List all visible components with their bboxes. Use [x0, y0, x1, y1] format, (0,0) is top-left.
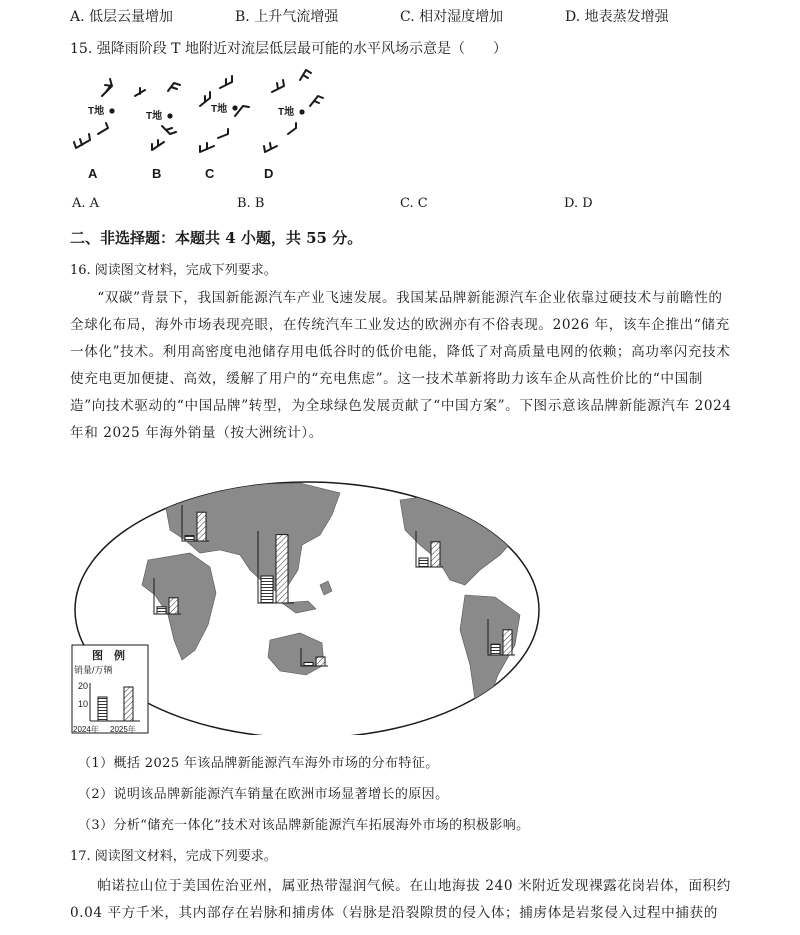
legend-unit: 销量/万辆	[74, 665, 113, 675]
q17-intro: 17. 阅读图文材料，完成下列要求。	[70, 849, 277, 864]
legend-bar-2024	[98, 697, 107, 721]
europe-bar-2024	[185, 536, 194, 541]
t-station-label-d: T地	[278, 107, 295, 118]
q15-option-c: C. C	[400, 196, 428, 211]
legend-label-2025: 2025年	[110, 725, 136, 734]
oceania-bar-2024	[304, 662, 313, 666]
legend-title: 图 例	[92, 650, 125, 662]
world-map-sales-chart	[70, 475, 545, 735]
q15-option-a: A. A	[72, 196, 100, 211]
q14-option-a: A. 低层云量增加	[70, 9, 174, 25]
africa-bar-2024	[157, 607, 166, 614]
q16-question-1: （1）概括 2025 年该品牌新能源汽车海外市场的分布特征。	[78, 756, 439, 771]
legend-bar-2025	[124, 687, 133, 721]
diagram-label-a: A	[88, 166, 98, 181]
q16-question-3: （3）分析“储充一体化”技术对该品牌新能源汽车拓展海外市场的积极影响。	[78, 818, 530, 833]
q14-option-b: B. 上升气流增强	[235, 9, 339, 25]
t-station-label-a: T地	[88, 106, 105, 117]
t-station-label-b: T地	[146, 111, 163, 122]
q14-option-c: C. 相对湿度增加	[400, 9, 504, 25]
wind-field-diagrams	[60, 66, 350, 191]
diagram-label-b: B	[152, 166, 162, 181]
europe-bar-2025	[197, 512, 206, 541]
south-america-bar-2025	[503, 630, 512, 655]
q16-material: “双碳”背景下，我国新能源汽车产业飞速发展。我国某品牌新能源汽车企业依靠过硬技术与前瞻性的全球化布局，海外市场表现亮眼，在传统汽车工业发达的欧洲亦有不俗表现。2026 年，该车企推出“储充一体化”技术。利用高密度电池储存用电低谷时的低价电能，降低了对高质量电网的依赖；高功率闪充技术使充电更加便捷、高效，缓解了用户的“充电焦虑”。这一技术革新将助力该车企从高性价比的“中国制造”向技术驱动的“中国品牌”转型，为全球绿色发展贡献了“中国方案”。下图示意该品牌新能源汽车 2024 年和 2025 年海外销量（按大洲统计）。	[70, 290, 732, 441]
q16-question-2: （2）说明该品牌新能源汽车销量在欧洲市场显著增长的原因。	[78, 787, 449, 802]
q14-option-d: D. 地表蒸发增强	[565, 9, 669, 25]
asia-bar-2024	[261, 576, 273, 603]
q15-stem: 15. 强降雨阶段 T 地附近对流层低层最可能的水平风场示意是（ ）	[70, 41, 507, 57]
q15-option-d: D. D	[564, 196, 593, 211]
section-title: 二、非选择题：本题共 4 小题，共 55 分。	[70, 229, 363, 247]
legend-tick-10: 10	[78, 699, 89, 709]
t-station-label-c: T地	[211, 104, 228, 115]
oceania-bar-2025	[316, 657, 325, 666]
q17-material: 帕诺拉山位于美国佐治亚州，属亚热带湿润气候。在山地海拔 240 米附近发现裸露花岗岩体，面积约 0.04 平方千米，其内部存在岩脉和捕虏体（岩脉是沿裂隙贯的侵入体；捕虏体是岩浆侵入过程中捕获的	[70, 878, 731, 921]
diagram-label-c: C	[205, 166, 215, 181]
q16-intro: 16. 阅读图文材料，完成下列要求。	[70, 263, 277, 278]
legend-label-2024: 2024年	[73, 725, 99, 734]
north-america-bar-2025	[431, 542, 440, 567]
africa-bar-2025	[169, 598, 178, 614]
map-legend	[72, 645, 148, 734]
diagram-label-d: D	[264, 166, 274, 181]
south-america-bar-2024	[491, 644, 500, 655]
q15-option-b: B. B	[237, 196, 265, 211]
legend-tick-20: 20	[78, 681, 89, 691]
north-america-bar-2024	[419, 558, 428, 567]
asia-bar-2025	[276, 535, 288, 603]
